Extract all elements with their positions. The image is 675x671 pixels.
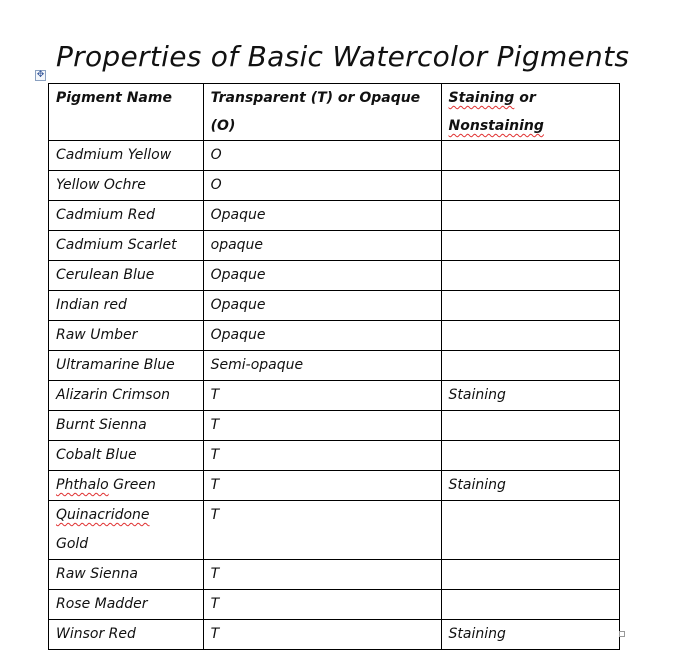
cell-transparency[interactable]: O (203, 141, 441, 171)
cell-pigment-name[interactable]: Alizarin Crimson (49, 381, 204, 411)
spellcheck-word: Phthalo (56, 477, 109, 493)
cell-staining[interactable] (441, 291, 619, 321)
table-row (49, 411, 620, 441)
spellcheck-word: Quinacridone (56, 507, 150, 523)
cell-transparency[interactable]: T (203, 620, 441, 650)
cell-transparency[interactable]: Opaque (203, 321, 441, 351)
cell-transparency[interactable]: T (203, 381, 441, 411)
cell-staining[interactable] (441, 411, 619, 441)
cell-transparency[interactable]: Opaque (203, 201, 441, 231)
table-row (49, 171, 620, 201)
table-row (49, 141, 620, 171)
cell-pigment-name[interactable]: Raw Umber (49, 321, 204, 351)
cell-staining[interactable]: Staining (441, 620, 619, 650)
cell-transparency[interactable]: T (203, 590, 441, 620)
cell-transparency[interactable]: opaque (203, 231, 441, 261)
header-pigment-name[interactable]: Pigment Name (49, 84, 204, 141)
table-row (49, 381, 620, 411)
cell-pigment-name[interactable]: Ultramarine Blue (49, 351, 204, 381)
cell-staining[interactable] (441, 560, 619, 590)
spellcheck-word: Nonstaining (448, 118, 544, 134)
cell-staining[interactable] (441, 351, 619, 381)
cell-staining[interactable]: Staining (441, 381, 619, 411)
table-header-row (49, 84, 620, 141)
table-row (49, 231, 620, 261)
table-row (49, 201, 620, 231)
document-title: Properties of Basic Watercolor Pigments (56, 40, 630, 73)
table-row (49, 560, 620, 590)
cell-transparency[interactable]: Opaque (203, 261, 441, 291)
cell-transparency[interactable]: Opaque (203, 291, 441, 321)
table-resize-handle[interactable] (619, 631, 625, 637)
cell-transparency[interactable]: Semi-opaque (203, 351, 441, 381)
table-row (49, 590, 620, 620)
table-row (49, 471, 620, 501)
cell-transparency[interactable]: O (203, 171, 441, 201)
cell-staining[interactable]: Staining (441, 471, 619, 501)
cell-transparency[interactable]: T (203, 411, 441, 441)
table-move-handle-icon[interactable]: ✥ (36, 70, 45, 80)
cell-pigment-name[interactable]: Raw Sienna (49, 560, 204, 590)
table-row (49, 321, 620, 351)
table-row (49, 261, 620, 291)
table-row (49, 620, 620, 650)
cell-pigment-name[interactable]: Phthalo Green (49, 471, 204, 501)
cell-staining[interactable] (441, 201, 619, 231)
cell-pigment-name[interactable]: Quinacridone Gold (49, 501, 204, 560)
cell-transparency[interactable]: T (203, 560, 441, 590)
cell-pigment-name[interactable]: Winsor Red (49, 620, 204, 650)
header-transparency[interactable]: Transparent (T) or Opaque (O) (203, 84, 441, 141)
cell-pigment-name[interactable]: Yellow Ochre (49, 171, 204, 201)
spellcheck-word: Staining (448, 90, 515, 106)
cell-staining[interactable] (441, 261, 619, 291)
cell-staining[interactable] (441, 501, 619, 560)
cell-pigment-name[interactable]: Indian red (49, 291, 204, 321)
cell-staining[interactable] (441, 590, 619, 620)
cell-pigment-name[interactable]: Burnt Sienna (49, 411, 204, 441)
cell-staining[interactable] (441, 171, 619, 201)
cell-transparency[interactable]: T (203, 471, 441, 501)
cell-transparency[interactable]: T (203, 441, 441, 471)
cell-staining[interactable] (441, 441, 619, 471)
table-row (49, 351, 620, 381)
header-staining[interactable]: Staining or Nonstaining (441, 84, 619, 141)
cell-pigment-name[interactable]: Cobalt Blue (49, 441, 204, 471)
table-row (49, 291, 620, 321)
cell-pigment-name[interactable]: Cadmium Yellow (49, 141, 204, 171)
cell-staining[interactable] (441, 141, 619, 171)
cell-pigment-name[interactable]: Cadmium Scarlet (49, 231, 204, 261)
cell-pigment-name[interactable]: Cadmium Red (49, 201, 204, 231)
pigments-table (48, 83, 620, 650)
cell-transparency[interactable]: T (203, 501, 441, 560)
table-row (49, 441, 620, 471)
table-row (49, 501, 620, 560)
cell-pigment-name[interactable]: Rose Madder (49, 590, 204, 620)
cell-staining[interactable] (441, 231, 619, 261)
cell-pigment-name[interactable]: Cerulean Blue (49, 261, 204, 291)
cell-staining[interactable] (441, 321, 619, 351)
